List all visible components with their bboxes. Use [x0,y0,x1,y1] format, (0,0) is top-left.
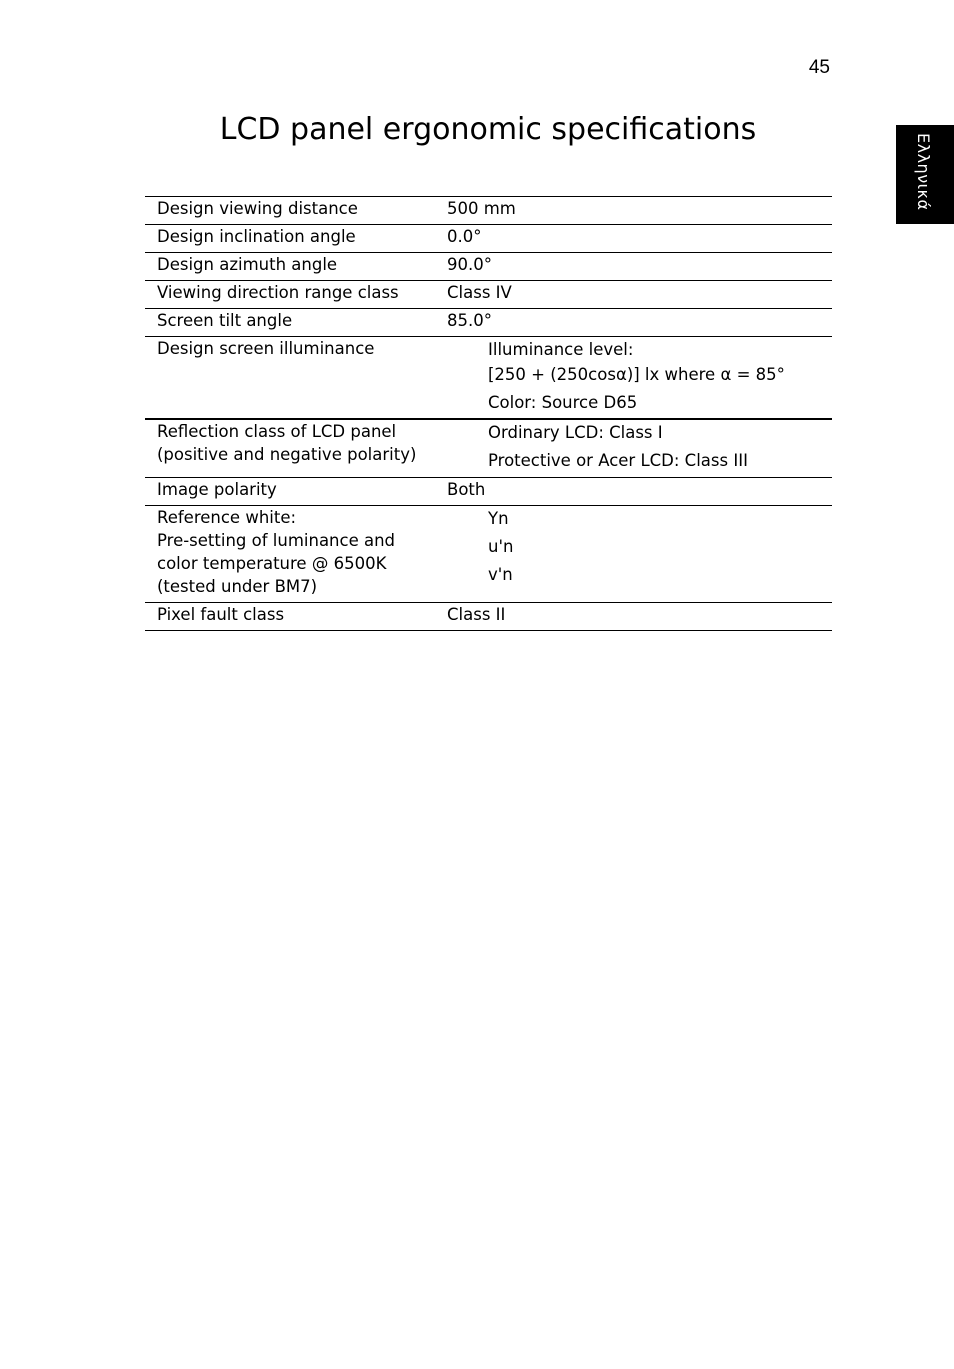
list-item: u'n [488,537,514,556]
spec-value: Class II [447,605,506,624]
spec-value: 0.0° [447,227,482,246]
table-row [145,478,832,506]
list-item: Color: Source D65 [488,393,638,412]
spec-value: 90.0° [447,255,492,274]
table-row [145,309,832,337]
spec-label: Design azimuth angle [157,255,338,274]
spec-label: Pixel fault class [157,605,285,624]
table-row [145,197,832,225]
language-tab-label: Ελληνικά [914,133,933,211]
table-row [145,603,832,631]
list-item: Illuminance level: [488,340,634,359]
spec-table [145,196,832,631]
spec-value: 85.0° [447,311,492,330]
spec-label: Reference white: Pre-setting of luminance and color temperature @ 6500K (tested under BM7) [157,508,396,596]
list-item: [250 + (250cosα)] lx where α = 85° [488,365,785,384]
spec-label: Design viewing distance [157,199,358,218]
spec-value: Both [447,480,486,499]
table-row [145,253,832,281]
spec-value: 500 mm [447,199,516,218]
table-row [145,337,832,420]
list-item: Yn [488,509,509,528]
spec-value: Class IV [447,283,512,302]
spec-label: Screen tilt angle [157,311,293,330]
spec-label: Design inclination angle [157,227,356,246]
page-title: LCD panel ergonomic specifications [219,112,757,147]
table-row [145,420,832,478]
spec-label: Viewing direction range class [157,283,399,302]
list-item: Protective or Acer LCD: Class III [488,451,748,470]
table-row [145,225,832,253]
spec-label: Design screen illuminance [157,339,375,358]
table-row [145,281,832,309]
list-item: v'n [488,565,513,584]
spec-label: Reflection class of LCD panel (positive and negative polarity) [157,422,417,464]
page-number: 45 [808,57,830,78]
table-row [145,506,832,603]
list-item: Ordinary LCD: Class I [488,423,663,442]
spec-label: Image polarity [157,480,277,499]
